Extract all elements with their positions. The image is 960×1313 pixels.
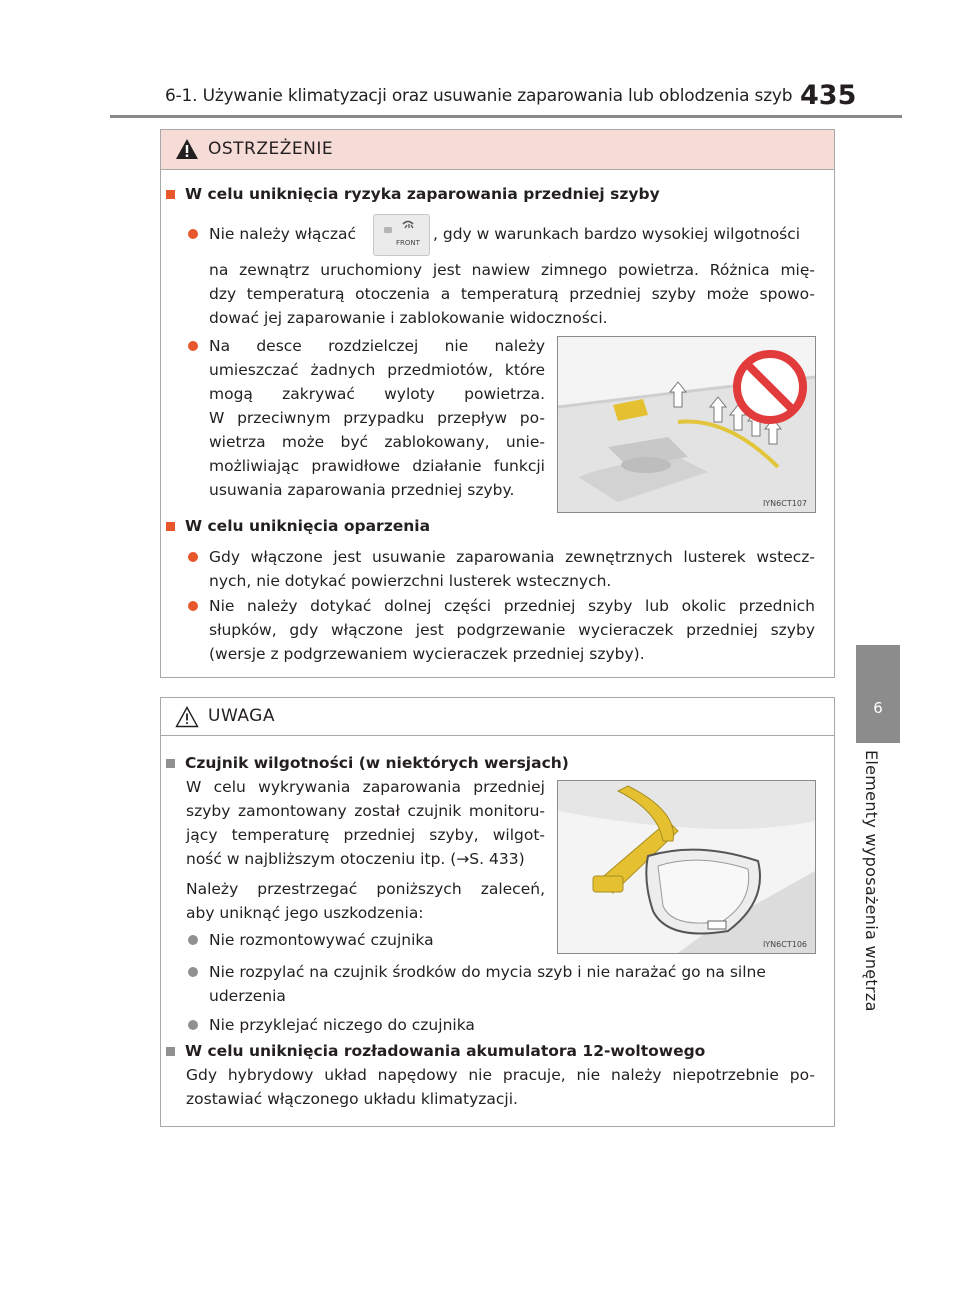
battery-para-line2: zostawiać włączonego układu klimatyzacji. xyxy=(186,1090,518,1108)
burn-bullet1-line1: Gdy włączone jest usuwanie zaparowania zewnętrznych lusterek wstecz- xyxy=(209,548,815,566)
notice-title: UWAGA xyxy=(208,706,275,726)
dashboard-bullet-line7: usuwania zaparowania przedniej szyby. xyxy=(209,481,515,499)
dashboard-bullet-line3: mogą zakrywać wyloty powietrza. xyxy=(209,385,545,403)
sensor-illustration xyxy=(557,780,816,954)
fog-bullet-text-part1: Nie należy włączać xyxy=(209,225,357,243)
figure-code: IYN6CT106 xyxy=(762,940,807,949)
dashboard-illustration xyxy=(557,336,816,513)
sensor-bullet2-line1: Nie rozpylać na czujnik środków do mycia szyb i nie narażać go na silne xyxy=(209,963,766,981)
sensor-para2-line1: Należy przestrzegać poniższych zaleceń, xyxy=(186,880,545,898)
bullet-dot xyxy=(188,601,198,611)
sensor-para-line4: ność w najbliższym otoczeniu itp. (→S. 433) xyxy=(186,850,525,868)
fog-bullet-line3: dzy temperaturą otoczenia a temperaturą przedniej szyby może spowo- xyxy=(209,285,815,303)
dashboard-bullet-line5: wietrza może być zablokowany, unie- xyxy=(209,433,545,451)
sensor-bullet1: Nie rozmontowywać czujnika xyxy=(209,931,434,949)
chapter-number: 6 xyxy=(873,699,883,717)
section-square-marker xyxy=(166,1047,175,1056)
notice-section-heading-battery: W celu uniknięcia rozładowania akumulatora 12-woltowego xyxy=(185,1042,706,1060)
battery-para-line1: Gdy hybrydowy układ napędowy nie pracuje, nie należy niepotrzebnie po- xyxy=(186,1066,815,1084)
dashboard-bullet-line4: W przeciwnym przypadku przepływ po- xyxy=(209,409,545,427)
bullet-dot xyxy=(188,341,198,351)
caution-triangle-icon xyxy=(175,706,199,728)
dashboard-bullet-line6: możliwiając prawidłowe działanie funkcji xyxy=(209,457,545,475)
sensor-para-line1: W celu wykrywania zaparowania przedniej xyxy=(186,778,545,796)
section-square-marker xyxy=(166,190,175,199)
sensor-bullet3: Nie przyklejać niczego do czujnika xyxy=(209,1016,475,1034)
burn-bullet2-line3: (wersje z podgrzewaniem wycieraczek przedniej szyby). xyxy=(209,645,645,663)
front-defogger-button-image xyxy=(373,214,430,256)
sensor-para-line3: jący temperaturę przedniej szyby, wilgot- xyxy=(186,826,545,844)
header-divider xyxy=(110,115,902,118)
burn-bullet2-line2: słupków, gdy włączone jest podgrzewanie wycieraczek przedniej szyby xyxy=(209,621,815,639)
chapter-label: Elementy wyposażenia wnętrza xyxy=(862,750,881,1012)
front-defroster-icon xyxy=(374,215,429,255)
section-square-marker xyxy=(166,759,175,768)
bullet-dot xyxy=(188,935,198,945)
burn-bullet1-line2: nych, nie dotykać powierzchni lusterek wstecznych. xyxy=(209,572,612,590)
fog-bullet-text-part2: , gdy w warunkach bardzo wysokiej wilgotności xyxy=(433,225,801,243)
dashboard-bullet-line2: umieszczać żadnych przedmiotów, które xyxy=(209,361,545,379)
warning-triangle-icon xyxy=(175,138,199,160)
warning-title: OSTRZEŻENIE xyxy=(208,139,334,159)
bullet-dot xyxy=(188,1020,198,1030)
page-header-title: 6-1. Używanie klimatyzacji oraz usuwanie zaparowania lub oblodzenia szyb xyxy=(165,86,793,106)
sensor-para2-line2: aby uniknąć jego uszkodzenia: xyxy=(186,904,424,922)
warning-section-heading-fog: W celu uniknięcia ryzyka zaparowania przedniej szyby xyxy=(185,185,660,203)
dashboard-bullet-line1: Na desce rozdzielczej nie należy xyxy=(209,337,545,355)
fog-bullet-line4: dować jej zaparowanie i zablokowanie widoczności. xyxy=(209,309,608,327)
sensor-bullet2-line2: uderzenia xyxy=(209,987,286,1005)
chapter-tab xyxy=(856,645,900,743)
notice-section-heading-sensor: Czujnik wilgotności (w niektórych wersjach) xyxy=(185,754,569,772)
burn-bullet2-line1: Nie należy dotykać dolnej części przedniej szyby lub okolic przednich xyxy=(209,597,815,615)
warning-section-heading-burn: W celu uniknięcia oparzenia xyxy=(185,517,431,535)
sensor-para-line2: szyby zamontowany został czujnik monitoru- xyxy=(186,802,545,820)
page-number: 435 xyxy=(800,80,857,111)
bullet-dot xyxy=(188,552,198,562)
front-button-label: FRONT xyxy=(396,239,420,247)
fog-bullet-line2: na zewnątrz uruchomiony jest nawiew zimnego powietrza. Różnica mię- xyxy=(209,261,815,279)
bullet-dot xyxy=(188,229,198,239)
notice-box-header xyxy=(161,698,834,736)
warning-box-header xyxy=(161,130,834,170)
bullet-dot xyxy=(188,967,198,977)
section-square-marker xyxy=(166,522,175,531)
figure-code: IYN6CT107 xyxy=(762,499,807,508)
